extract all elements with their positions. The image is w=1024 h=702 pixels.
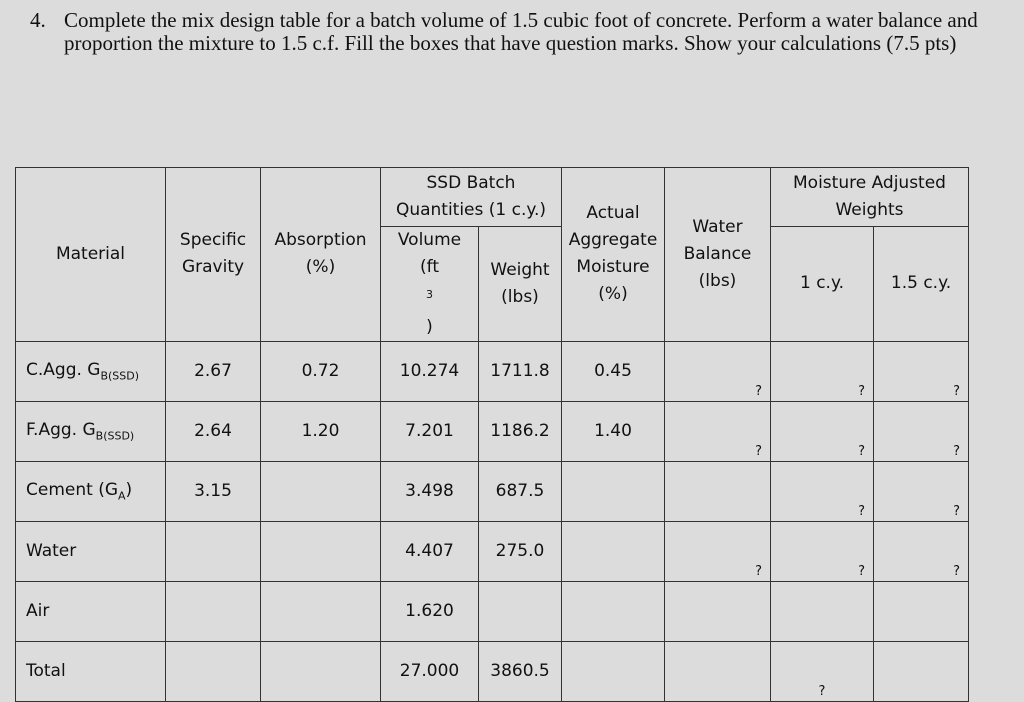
material-name: Total [26, 661, 66, 682]
volume-unit-end: ) [426, 316, 433, 337]
mix-design-table [15, 167, 969, 702]
sg-cell: 3.15 [166, 461, 261, 521]
header-ma-line2: Weights [835, 200, 904, 220]
weight-1cy-cell [771, 581, 874, 641]
header-weight [479, 227, 562, 342]
header-15cy [874, 227, 969, 342]
material-name: F.Agg. G [26, 419, 96, 440]
material-name: Cement (G [26, 479, 118, 500]
absorption-cell [261, 521, 381, 581]
weight-15cy-cell[interactable] [874, 461, 969, 521]
volume-unit-sup: 3 [426, 288, 433, 301]
table-row [16, 581, 969, 641]
absorption-cell [261, 641, 381, 701]
water-balance-cell[interactable] [665, 521, 771, 581]
header-ssd-batch [381, 168, 562, 227]
header-actual-moisture [562, 168, 665, 342]
material-subscript: A [118, 489, 126, 503]
volume-cell: 4.407 [381, 521, 479, 581]
volume-cell: 7.201 [381, 401, 479, 461]
weight-1cy-cell[interactable] [771, 521, 874, 581]
volume-cell: 3.498 [381, 461, 479, 521]
header-weight-line1: Weight [490, 259, 550, 280]
question-mark: ? [755, 443, 762, 459]
header-moist-line1: Actual [586, 203, 640, 224]
header-wb-line1: Water [692, 216, 743, 237]
question-mark: ? [858, 383, 865, 399]
question-number: 4. [30, 8, 46, 32]
sg-cell [166, 641, 261, 701]
header-sg-line2: Gravity [181, 257, 245, 278]
weight-cell: 1186.2 [479, 401, 562, 461]
water-balance-cell [665, 641, 771, 701]
water-balance-cell [665, 581, 771, 641]
volume-cell: 10.274 [381, 341, 479, 401]
question-text: Complete the mix design table for a batch volume of 1.5 cubic foot of concrete. Perform a water balance and proportion the mixture to 1.5 c.f. Fill the boxes that have question marks. Show your calculations (7.5 pts) [64, 8, 978, 55]
weight-15cy-cell [874, 581, 969, 641]
table-row [16, 461, 969, 521]
header-moist-line2: Aggregate [568, 230, 658, 251]
weight-1cy-cell[interactable] [771, 641, 874, 701]
weight-cell [479, 581, 562, 641]
header-specific-gravity [166, 168, 261, 342]
header-volume-label: Volume [397, 230, 462, 250]
header-abs-line1: Absorption [274, 230, 367, 251]
material-subscript: B(SSD) [100, 369, 140, 383]
header-ma-line1: Moisture Adjusted [793, 173, 946, 193]
volume-unit-base: (ft [420, 257, 439, 277]
table-row [16, 401, 969, 461]
moisture-cell [562, 581, 665, 641]
question-mark: ? [953, 503, 960, 519]
header-1cy-label: 1 c.y. [799, 273, 844, 294]
moisture-cell [562, 521, 665, 581]
weight-cell: 3860.5 [479, 641, 562, 701]
volume-cell: 1.620 [381, 581, 479, 641]
material-cell [16, 521, 166, 581]
material-cell [16, 341, 166, 401]
moisture-cell [562, 641, 665, 701]
weight-1cy-cell[interactable] [771, 461, 874, 521]
header-moisture-adjusted [771, 168, 969, 227]
material-subscript: B(SSD) [95, 429, 135, 443]
volume-cell: 27.000 [381, 641, 479, 701]
weight-15cy-cell[interactable] [874, 341, 969, 401]
material-cell [16, 641, 166, 701]
absorption-cell: 0.72 [261, 341, 381, 401]
material-cell [16, 581, 166, 641]
weight-15cy-cell [874, 641, 969, 701]
header-abs-line2: (%) [305, 257, 336, 278]
header-1cy [771, 227, 874, 342]
header-ssd-line2: Quantities (1 c.y.) [395, 200, 547, 220]
weight-15cy-cell[interactable] [874, 521, 969, 581]
header-material [16, 168, 166, 342]
header-material-label: Material [55, 243, 126, 264]
header-volume [381, 227, 479, 342]
header-absorption [261, 168, 381, 342]
header-volume-unit [381, 254, 478, 341]
question-mark: ? [858, 563, 865, 579]
weight-15cy-cell[interactable] [874, 401, 969, 461]
question-prompt [30, 9, 990, 55]
weight-1cy-cell[interactable] [771, 401, 874, 461]
sg-cell: 2.67 [166, 341, 261, 401]
header-water-balance [665, 168, 771, 342]
absorption-cell [261, 461, 381, 521]
absorption-cell [261, 581, 381, 641]
absorption-cell: 1.20 [261, 401, 381, 461]
table-row [16, 641, 969, 701]
water-balance-cell[interactable] [665, 401, 771, 461]
question-mark: ? [953, 443, 960, 459]
header-moist-line3: Moisture [576, 257, 650, 278]
header-row-1 [16, 168, 969, 227]
header-moist-line4: (%) [598, 284, 628, 305]
question-mark: ? [858, 503, 865, 519]
question-mark: ? [755, 563, 762, 579]
weight-cell: 275.0 [479, 521, 562, 581]
question-mark: ? [953, 563, 960, 579]
material-name: Water [26, 541, 77, 562]
material-name-tail: ) [125, 479, 133, 500]
material-name: Air [26, 601, 50, 622]
question-mark: ? [818, 683, 826, 699]
header-wb-line2: Balance [683, 243, 752, 264]
material-name: C.Agg. G [26, 359, 101, 380]
sg-cell [166, 581, 261, 641]
weight-cell: 687.5 [479, 461, 562, 521]
weight-cell: 1711.8 [479, 341, 562, 401]
moisture-cell: 0.45 [562, 341, 665, 401]
material-cell [16, 401, 166, 461]
header-weight-line2: (lbs) [501, 286, 539, 307]
header-ssd-line1: SSD Batch [426, 173, 516, 193]
header-sg-line1: Specific [179, 230, 247, 251]
question-mark: ? [755, 383, 762, 399]
material-cell [16, 461, 166, 521]
moisture-cell: 1.40 [562, 401, 665, 461]
header-wb-line3: (lbs) [698, 270, 737, 291]
water-balance-cell[interactable] [665, 341, 771, 401]
sg-cell: 2.64 [166, 401, 261, 461]
weight-1cy-cell[interactable] [771, 341, 874, 401]
table-row [16, 521, 969, 581]
sg-cell [166, 521, 261, 581]
moisture-cell [562, 461, 665, 521]
question-mark: ? [858, 443, 865, 459]
header-15cy-label: 1.5 c.y. [890, 273, 952, 294]
water-balance-cell [665, 461, 771, 521]
question-mark: ? [953, 383, 960, 399]
table-row [16, 341, 969, 401]
